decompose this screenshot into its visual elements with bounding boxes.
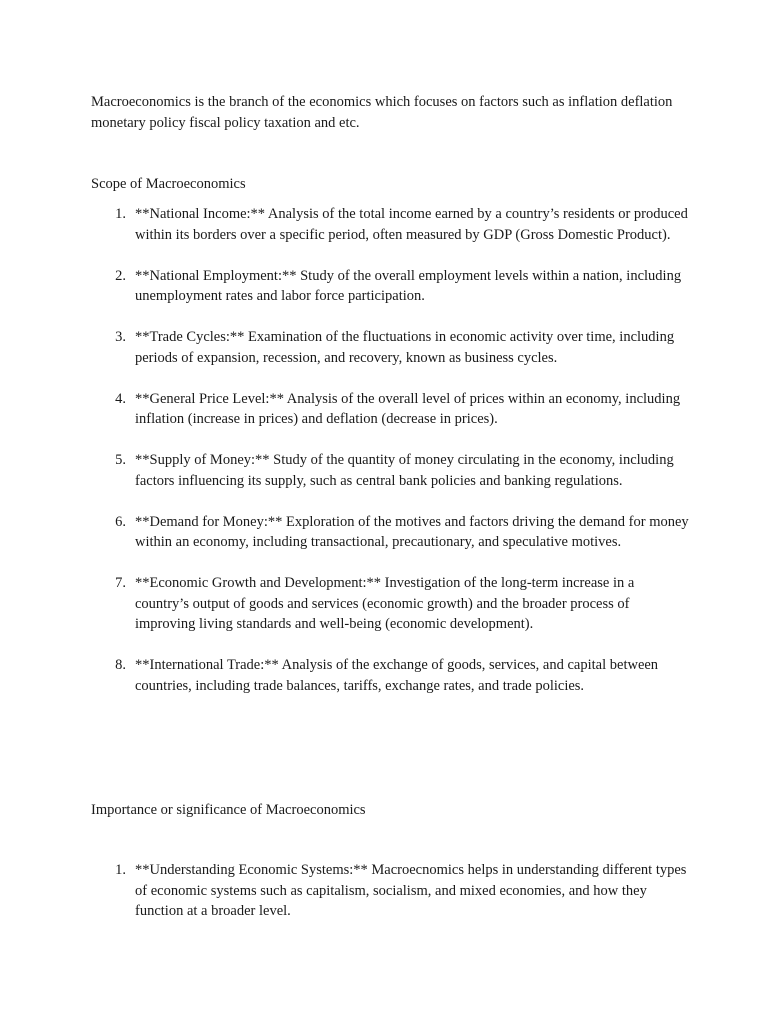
list-item-number: 4. bbox=[115, 390, 126, 407]
list-item bbox=[91, 860, 691, 922]
list-item bbox=[91, 655, 691, 696]
list-item-number: 8. bbox=[115, 657, 126, 673]
list-item-text: **Economic Growth and Development:** Investigation of the long-term increase in a country’s output of goods and services (economic growth) and the broader process of improving living standards and well-being (economic development). bbox=[135, 575, 635, 632]
list-item-number: 5. bbox=[115, 452, 126, 468]
list-item-text: **Demand for Money:** Exploration of the motives and factors driving the demand for money within an economy, including transactional, precautionary, and speculative motives. bbox=[135, 513, 689, 550]
list-item bbox=[91, 450, 691, 491]
list-item-number: 1. bbox=[115, 862, 126, 878]
list-item-text: **Supply of Money:** Study of the quantity of money circulating in the economy, including factors influencing its supply, such as central bank policies and banking regulations. bbox=[135, 452, 674, 489]
intro-paragraph: Macroeconomics is the branch of the economics which focuses on factors such as inflation deflation monetary policy fiscal policy taxation and etc. bbox=[91, 94, 673, 131]
list-item-text: **International Trade:** Analysis of the exchange of goods, services, and capital between countries, including trade balances, tariffs, exchange rates, and trade policies. bbox=[135, 657, 659, 694]
importance-heading: Importance or significance of Macroeconomics bbox=[91, 802, 366, 818]
list-item bbox=[91, 512, 691, 553]
list-item bbox=[91, 573, 691, 635]
list-item-number: 7. bbox=[115, 575, 126, 591]
list-item bbox=[91, 327, 691, 368]
list-item-text: **General Price Level:** Analysis of the overall level of prices within an economy, including inflation (increase in prices) and deflation (decrease in prices). bbox=[135, 390, 681, 427]
list-item-text: **National Employment:** Study of the overall employment levels within a nation, including unemployment rates and labor force participation. bbox=[135, 267, 682, 304]
list-item-number: 3. bbox=[115, 329, 126, 345]
list-item-number: 6. bbox=[115, 513, 126, 530]
scope-list bbox=[91, 204, 691, 717]
list-item bbox=[91, 204, 691, 245]
list-item-number: 1. bbox=[115, 206, 126, 222]
list-item-text: **National Income:** Analysis of the total income earned by a country’s residents or produced within its borders over a specific period, often measured by GDP (Gross Domestic Product). bbox=[135, 206, 688, 243]
list-item bbox=[91, 389, 691, 430]
list-item-text: **Understanding Economic Systems:** Macroecnomics helps in understanding different types of economic systems such as capitalism, socialism, and mixed economies, and how they function at a broader level. bbox=[135, 862, 687, 919]
list-item-text: **Trade Cycles:** Examination of the fluctuations in economic activity over time, including periods of expansion, recession, and recovery, known as business cycles. bbox=[135, 329, 675, 366]
list-item bbox=[91, 266, 691, 307]
scope-heading: Scope of Macroeconomics bbox=[91, 176, 246, 192]
list-item-number: 2. bbox=[115, 267, 126, 284]
importance-list bbox=[91, 860, 691, 942]
